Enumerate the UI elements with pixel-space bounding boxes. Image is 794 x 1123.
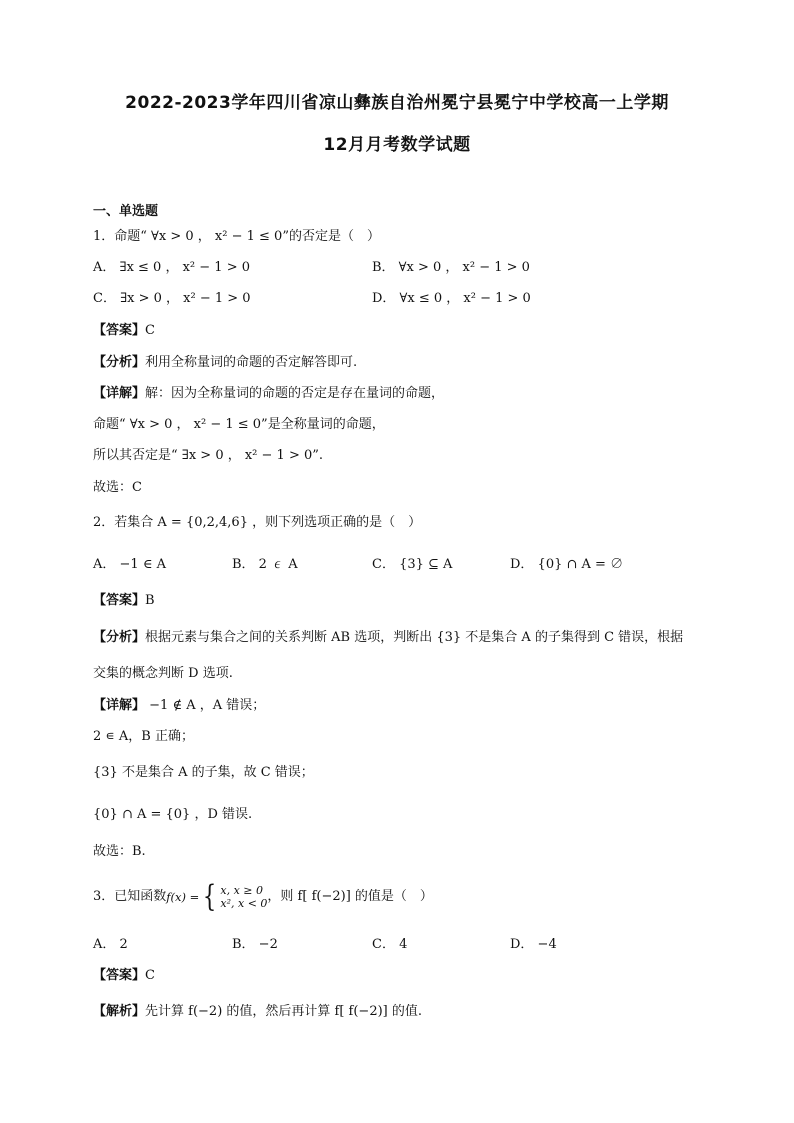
function-case-2: x², x < 0: [220, 897, 268, 910]
analysis-tag: 【分析】: [93, 630, 146, 645]
analysis-text: 先计算 f(−2) 的值，然后再计算 f[ f(−2)] 的值.: [145, 1004, 423, 1019]
q1-option-b: B． ∀x > 0 ， x² − 1 > 0: [372, 260, 530, 275]
q1-analysis: [93, 354, 357, 372]
q2-detail-line2: 2 ∊ A，B 正确；: [93, 729, 194, 744]
detail-text: −1 ∉ A ，A 错误；: [145, 698, 266, 713]
page-title-line2: 12月月考数学试题: [323, 135, 471, 155]
q2-option-c: C． {3} ⊆ A: [372, 557, 453, 572]
q3-option-d: D． −4: [510, 937, 557, 952]
answer-tag: 【答案】: [93, 968, 146, 983]
function-cases: [220, 884, 267, 910]
q1-detail-line4: 故选：C: [93, 480, 142, 495]
answer-value: B: [145, 593, 155, 608]
detail-text: 解：因为全称量词的命题的否定是存在量词的命题，: [145, 386, 445, 401]
q2-option-b: B． 2 ∊ A: [232, 557, 298, 572]
q1-answer: [93, 322, 155, 340]
q1-stem: 1．命题“ ∀x > 0 ， x² − 1 ≤ 0”的否定是（ ）: [93, 229, 380, 244]
q2-option-a: A． −1 ∈ A: [93, 557, 166, 572]
q3-answer: [93, 967, 155, 985]
q2-option-d: D． {0} ∩ A = ∅: [510, 557, 624, 572]
piecewise-function: [166, 879, 268, 914]
q3-option-a: A． 2: [93, 937, 128, 952]
q1-option-c: C． ∃x > 0 ， x² − 1 > 0: [93, 291, 251, 306]
analysis-text: 根据元素与集合之间的关系判断 AB 选项，判断出 {3} 不是集合 A 的子集得到 C 错误，根据: [145, 630, 684, 645]
q2-detail-line1: [93, 697, 265, 715]
q2-answer: [93, 592, 155, 610]
page-title-line1: 2022-2023学年四川省凉山彝族自治州冕宁县冕宁中学校高一上学期: [125, 93, 669, 113]
answer-value: C: [145, 968, 155, 983]
function-lhs: f(x) =: [166, 890, 200, 904]
analysis-text: 利用全称量词的命题的否定解答即可.: [145, 355, 358, 370]
q3-stem: [93, 879, 433, 914]
q2-analysis-line1: [93, 629, 683, 647]
q1-detail-line1: [93, 385, 444, 403]
analysis-tag: 【分析】: [93, 355, 146, 370]
detail-tag: 【详解】: [93, 386, 146, 401]
q1-detail-line3: 所以其否定是“ ∃x > 0 ， x² − 1 > 0”.: [93, 448, 324, 463]
q2-stem: 2．若集合 A = {0,2,4,6} ，则下列选项正确的是（ ）: [93, 515, 422, 530]
q3-stem-suffix: ，则 f[ f(−2)] 的值是（ ）: [267, 889, 433, 904]
answer-tag: 【答案】: [93, 593, 146, 608]
detail-tag: 【详解】: [93, 698, 146, 713]
q1-option-a: A． ∃x ≤ 0 ， x² − 1 > 0: [93, 260, 250, 275]
brace-symbol: {: [203, 879, 217, 914]
answer-tag: 【答案】: [93, 323, 146, 338]
q2-analysis-line2: 交集的概念判断 D 选项.: [93, 666, 233, 681]
q2-detail-line4: {0} ∩ A = {0} ，D 错误.: [93, 807, 253, 822]
analysis-tag: 【解析】: [93, 1004, 146, 1019]
q1-detail-line2: 命题“ ∀x > 0 ， x² − 1 ≤ 0”是全称量词的命题，: [93, 417, 385, 432]
q3-option-b: B． −2: [232, 937, 278, 952]
q3-stem-prefix: 3．已知函数: [93, 889, 167, 904]
q2-detail-line5: 故选：B.: [93, 844, 146, 859]
q3-option-c: C． 4: [372, 937, 408, 952]
function-case-1: x, x ≥ 0: [220, 884, 263, 897]
q1-option-d: D． ∀x ≤ 0 ， x² − 1 > 0: [372, 291, 531, 306]
q3-analysis: [93, 1003, 422, 1021]
q2-detail-line3: {3} 不是集合 A 的子集，故 C 错误；: [93, 765, 314, 780]
section-heading: 一、单选题: [93, 204, 159, 219]
answer-value: C: [145, 323, 155, 338]
